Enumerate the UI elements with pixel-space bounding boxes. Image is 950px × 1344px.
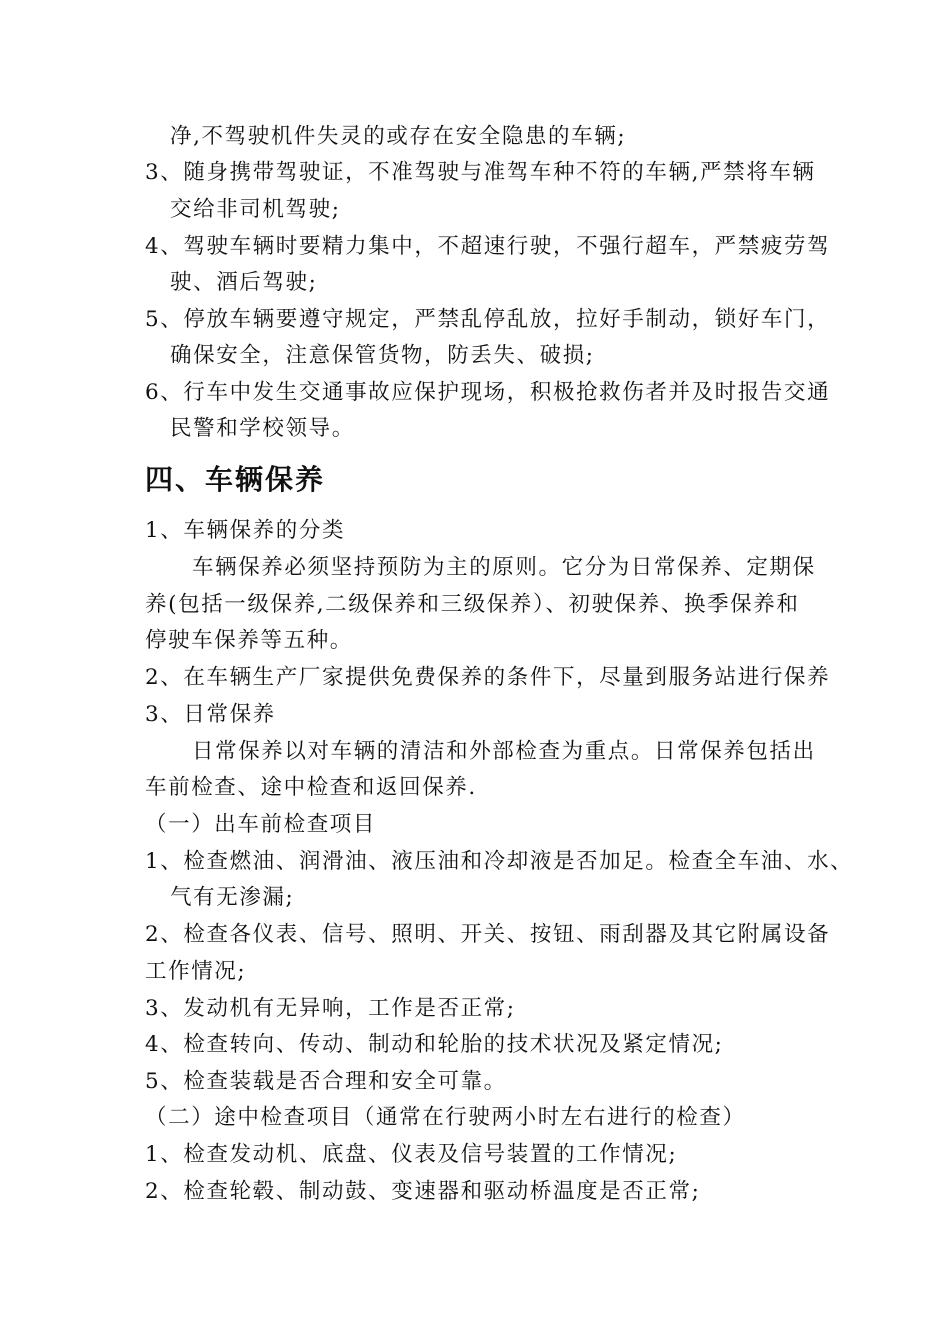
list-item: 3、日常保养 bbox=[145, 702, 276, 727]
paragraph-line: 停驶车保养等五种。 bbox=[145, 628, 353, 653]
subsection-heading: （一）出车前检查项目 bbox=[145, 812, 377, 837]
subsection-heading: （二）途中检查项目（通常在行驶两小时左右进行的检查） bbox=[145, 1105, 746, 1130]
paragraph-line: 日常保养以对车辆的清洁和外部检查为重点。日常保养包括出 bbox=[192, 739, 816, 764]
list-item: 2、检查轮毂、制动鼓、变速器和驱动桥温度是否正常; bbox=[145, 1179, 701, 1204]
section-heading: 四、车辆保养 bbox=[145, 463, 326, 496]
text-line: 确保安全，注意保管货物，防丢失、破损; bbox=[170, 343, 595, 368]
text-line: 气有无渗漏; bbox=[170, 885, 295, 910]
list-item: 3、发动机有无异响，工作是否正常; bbox=[145, 996, 516, 1021]
paragraph-line: 车前检查、途中检查和返回保养. bbox=[145, 775, 477, 800]
list-item: 4、驾驶车辆时要精力集中，不超速行驶，不强行超车，严禁疲劳驾 bbox=[145, 234, 831, 259]
list-item: 5、停放车辆要遵守规定，严禁乱停乱放，拉好手制动，锁好车门， bbox=[145, 307, 831, 332]
text-line: 民警和学校领导。 bbox=[170, 416, 355, 441]
list-item: 1、检查燃油、润滑油、液压油和冷却液是否加足。检查全车油、水、 bbox=[145, 849, 854, 874]
list-item: 5、检查装载是否合理和安全可靠。 bbox=[145, 1069, 507, 1094]
text-line: 交给非司机驾驶; bbox=[170, 197, 341, 222]
text-line: 驶、酒后驾驶; bbox=[170, 270, 318, 295]
list-item: 1、检查发动机、底盘、仪表及信号装置的工作情况; bbox=[145, 1142, 678, 1167]
paragraph-line: 车辆保养必须坚持预防为主的原则。它分为日常保养、定期保 bbox=[192, 555, 816, 580]
list-item: 3、随身携带驾驶证，不准驾驶与准驾车种不符的车辆,严禁将车辆 bbox=[145, 160, 816, 185]
list-item: 4、检查转向、传动、制动和轮胎的技术状况及紧定情况; bbox=[145, 1032, 724, 1057]
list-item: 2、检查各仪表、信号、照明、开关、按钮、雨刮器及其它附属设备 bbox=[145, 922, 831, 947]
list-item: 1、车辆保养的分类 bbox=[145, 518, 346, 543]
paragraph-line: 养(包括一级保养,二级保养和三级保养）、初驶保养、换季保养和 bbox=[145, 592, 800, 617]
list-item: 2、在车辆生产厂家提供免费保养的条件下，尽量到服务站进行保养 bbox=[145, 665, 831, 690]
text-line: 净,不驾驶机件失灵的或存在安全隐患的车辆; bbox=[170, 124, 627, 149]
list-item: 6、行车中发生交通事故应保护现场，积极抢救伤者并及时报告交通 bbox=[145, 380, 831, 405]
text-line: 工作情况; bbox=[145, 959, 247, 984]
